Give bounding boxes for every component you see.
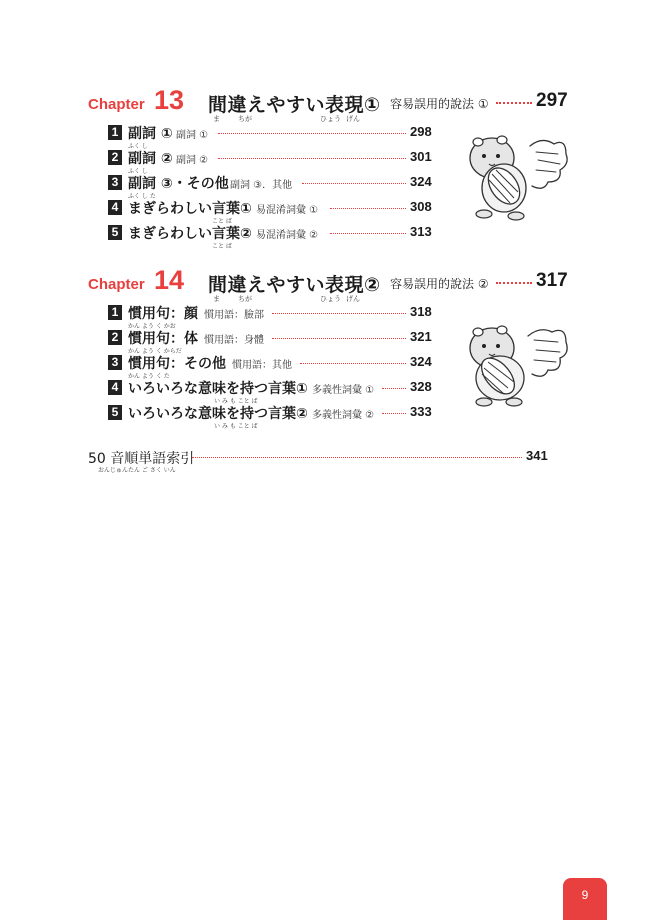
item-number: 5: [108, 405, 122, 420]
chapter-title: 間違えやすい表現②: [208, 274, 381, 296]
item-title: 副詞 ②: [128, 151, 173, 167]
furigana: かん よう く からだ: [128, 348, 182, 355]
hamster-illustration-icon: [462, 126, 572, 226]
furigana: おんじゅんたん ご さく いん: [98, 467, 176, 474]
toc-item[interactable]: [108, 149, 438, 173]
item-number: 3: [108, 175, 122, 190]
item-subtitle: 多義性詞彙 ②: [312, 410, 375, 421]
hamster-illustration-icon: [462, 318, 572, 418]
item-subtitle: 副詞 ③．其他: [230, 180, 293, 191]
item-page: 328: [410, 379, 432, 394]
item-page: 321: [410, 329, 432, 344]
item-title: いろいろな意味を持つ言葉②: [128, 406, 308, 422]
item-page: 301: [410, 149, 432, 164]
leader-dots: [330, 208, 406, 209]
furigana: ま: [213, 115, 220, 123]
furigana: ふく し: [128, 168, 148, 175]
item-page: 318: [410, 304, 432, 319]
item-page: 298: [410, 124, 432, 139]
furigana: ふく し: [128, 143, 148, 150]
toc-item[interactable]: [108, 124, 438, 148]
leader-dots: [330, 233, 406, 234]
furigana: ちが: [238, 115, 252, 123]
furigana: かん よう く かお: [128, 323, 176, 330]
item-title: いろいろな意味を持つ言葉①: [128, 381, 308, 397]
toc-item[interactable]: [108, 354, 438, 378]
item-subtitle: 副詞 ①: [176, 130, 209, 141]
item-title: 慣用句：その他: [128, 356, 226, 372]
chapter-14: [88, 265, 568, 430]
item-number: 4: [108, 200, 122, 215]
toc-item[interactable]: [108, 224, 438, 248]
leader-dots: [192, 457, 522, 458]
furigana: ま: [213, 295, 220, 303]
item-number: 5: [108, 225, 122, 240]
chapter-subtitle: 容易誤用的說法 ②: [390, 277, 489, 291]
item-number: 1: [108, 125, 122, 140]
furigana: い み も こと ば: [214, 423, 258, 430]
chapter-title: 間違えやすい表現①: [208, 94, 381, 116]
furigana: こと ば: [212, 218, 232, 225]
item-subtitle: 多義性詞彙 ①: [312, 385, 375, 396]
item-number: 2: [108, 150, 122, 165]
item-number: 3: [108, 355, 122, 370]
leader-dots: [496, 282, 532, 284]
leader-dots: [496, 102, 532, 104]
leader-dots: [382, 388, 406, 389]
chapter-number: 13: [154, 85, 185, 115]
toc-item[interactable]: [108, 304, 438, 328]
furigana: ちが: [238, 295, 252, 303]
leader-dots: [218, 133, 406, 134]
leader-dots: [272, 313, 406, 314]
item-subtitle: 慣用語：臉部: [204, 310, 264, 321]
item-subtitle: 易混淆詞彙 ①: [256, 205, 319, 216]
item-page: 333: [410, 404, 432, 419]
furigana: げん: [346, 295, 360, 303]
item-title: まぎらわしい言葉②: [128, 226, 252, 242]
toc-item[interactable]: [108, 174, 438, 198]
item-subtitle: 易混淆詞彙 ②: [256, 230, 319, 241]
chapter-page: 317: [536, 270, 568, 291]
chapter-subtitle: 容易誤用的說法 ①: [390, 97, 489, 111]
leader-dots: [218, 158, 406, 159]
item-title: まぎらわしい言葉①: [128, 201, 252, 217]
page-number-tab: [563, 878, 607, 920]
furigana: い み も こと ば: [214, 398, 258, 405]
index-entry[interactable]: [88, 448, 558, 474]
furigana: かん よう く た: [128, 373, 170, 380]
furigana: ひょう: [320, 115, 341, 123]
leader-dots: [272, 338, 406, 339]
item-title: 慣用句：体: [128, 331, 198, 347]
item-page: 324: [410, 354, 432, 369]
item-subtitle: 慣用語：身體: [204, 335, 264, 346]
item-title: 副詞 ③・その他: [128, 176, 229, 192]
item-page: 313: [410, 224, 432, 239]
leader-dots: [382, 413, 406, 414]
chapter-label: Chapter: [88, 96, 145, 113]
item-number: 4: [108, 380, 122, 395]
toc-item[interactable]: [108, 329, 438, 353]
item-page: 324: [410, 174, 432, 189]
item-number: 2: [108, 330, 122, 345]
furigana: げん: [346, 115, 360, 123]
leader-dots: [302, 183, 406, 184]
index-title: 50 音順単語索引: [88, 451, 195, 467]
chapter-number: 14: [154, 265, 185, 295]
chapter-label: Chapter: [88, 276, 145, 293]
leader-dots: [300, 363, 406, 364]
item-subtitle: 副詞 ②: [176, 155, 209, 166]
index-page: 341: [526, 448, 548, 463]
toc-item[interactable]: [108, 404, 438, 428]
item-title: 副詞 ①: [128, 126, 173, 142]
item-page: 308: [410, 199, 432, 214]
toc-item[interactable]: [108, 379, 438, 403]
chapter-13: [88, 85, 568, 250]
chapter-page: 297: [536, 90, 568, 111]
furigana: こと ば: [212, 243, 232, 250]
page-number: 9: [581, 888, 589, 902]
furigana: ふく し た: [128, 193, 156, 200]
toc-item[interactable]: [108, 199, 438, 223]
item-number: 1: [108, 305, 122, 320]
furigana: ひょう: [320, 295, 341, 303]
item-title: 慣用句：顔: [128, 306, 198, 322]
item-subtitle: 慣用語：其他: [232, 360, 292, 371]
